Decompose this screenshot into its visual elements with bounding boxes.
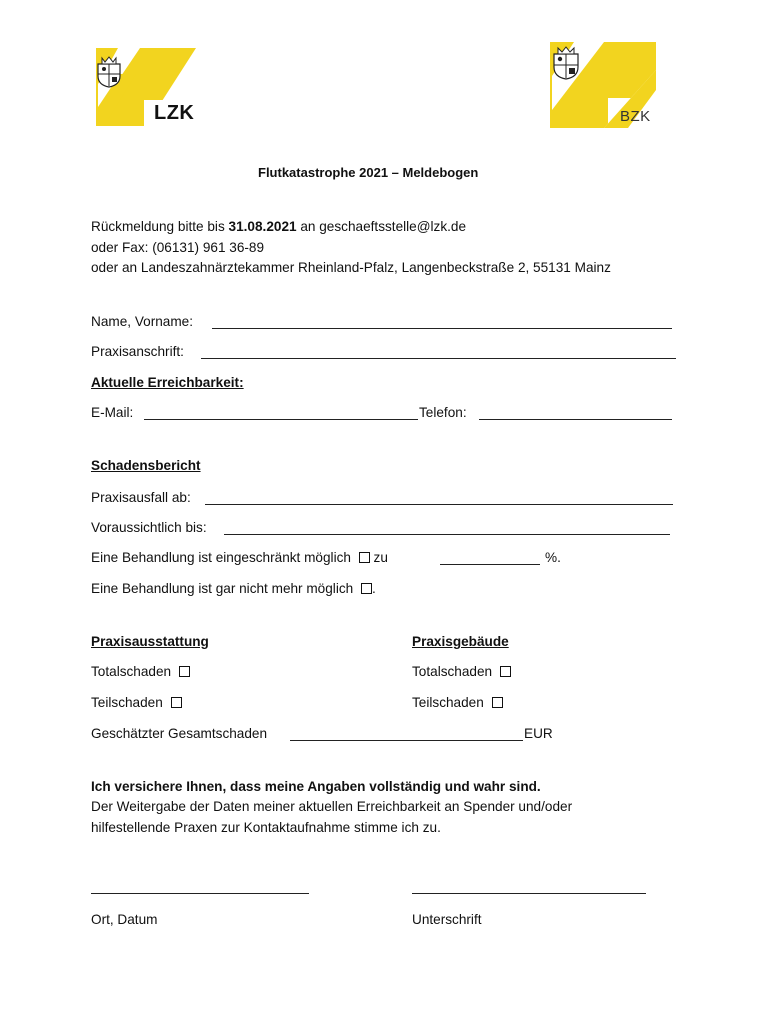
building-partial-checkbox[interactable] — [492, 697, 503, 708]
percent-field[interactable] — [440, 564, 540, 565]
equipment-total-row — [91, 662, 190, 682]
damage-heading: Schadensbericht — [91, 458, 201, 473]
signature-field[interactable] — [412, 893, 646, 894]
consent-statement: Ich versichere Ihnen, dass meine Angaben vollständig und wahr sind. — [91, 779, 541, 794]
address-label: Praxisanschrift: — [91, 344, 184, 359]
name-field[interactable] — [212, 328, 672, 329]
email-label: E-Mail: — [91, 405, 134, 420]
equipment-partial-label: Teilschaden — [91, 695, 163, 710]
equipment-total-label: Totalschaden — [91, 664, 172, 679]
building-total-row — [412, 662, 511, 682]
limited-row — [91, 548, 388, 568]
reply-address: oder an Landeszahnärztekammer Rheinland-Pfalz, Langenbeckstraße 2, 55131 Mainz — [91, 260, 611, 275]
phone-field[interactable] — [479, 419, 672, 420]
building-total-label: Totalschaden — [412, 664, 493, 679]
name-label: Name, Vorname: — [91, 314, 193, 329]
reply-email: an geschaeftsstelle@lzk.de — [296, 219, 467, 234]
building-partial-label: Teilschaden — [412, 695, 484, 710]
reply-prefix: Rückmeldung bitte bis — [91, 219, 229, 234]
limited-zu: zu — [373, 550, 388, 565]
none-label: Eine Behandlung ist gar nicht mehr möglich — [91, 581, 354, 596]
estimate-label: Geschätzter Gesamtschaden — [91, 726, 268, 741]
coat-of-arms-icon — [96, 56, 122, 88]
outage-field[interactable] — [205, 504, 673, 505]
building-heading: Praxisgebäude — [412, 634, 509, 649]
page-title: Flutkatastrophe 2021 – Meldebogen — [258, 165, 479, 180]
building-partial-row — [412, 693, 503, 713]
equipment-total-checkbox[interactable] — [179, 666, 190, 677]
equipment-heading: Praxisausstattung — [91, 634, 209, 649]
lzk-logo-text: LZK — [154, 102, 195, 124]
reply-line — [91, 217, 466, 237]
coat-of-arms-icon — [552, 46, 580, 80]
equipment-partial-row — [91, 693, 182, 713]
estimate-field[interactable] — [290, 740, 523, 741]
email-field[interactable] — [144, 419, 418, 420]
phone-label: Telefon: — [419, 405, 467, 420]
none-end: . — [372, 581, 376, 596]
lzk-logo — [90, 44, 202, 130]
consent-line-2: hilfestellende Praxen zur Kontaktaufnahme stimme ich zu. — [91, 820, 441, 835]
expected-label: Voraussichtlich bis: — [91, 520, 207, 535]
bzk-logo-text: BZK — [620, 108, 651, 125]
reply-fax: oder Fax: (06131) 961 36-89 — [91, 240, 265, 255]
none-checkbox[interactable] — [361, 583, 372, 594]
building-total-checkbox[interactable] — [500, 666, 511, 677]
consent-line-1: Der Weitergabe der Daten meiner aktuellen Erreichbarkeit an Spender und/oder — [91, 799, 573, 814]
estimate-unit: EUR — [524, 726, 553, 741]
address-field[interactable] — [201, 358, 676, 359]
percent-unit: %. — [545, 550, 561, 565]
place-date-field[interactable] — [91, 893, 309, 894]
outage-label: Praxisausfall ab: — [91, 490, 191, 505]
limited-label: Eine Behandlung ist eingeschränkt möglich — [91, 550, 351, 565]
place-date-label: Ort, Datum — [91, 912, 158, 927]
bzk-logo — [548, 40, 660, 130]
reach-heading: Aktuelle Erreichbarkeit: — [91, 375, 244, 390]
equipment-partial-checkbox[interactable] — [171, 697, 182, 708]
expected-field[interactable] — [224, 534, 670, 535]
reply-date: 31.08.2021 — [228, 219, 297, 234]
limited-checkbox[interactable] — [359, 552, 370, 563]
signature-label: Unterschrift — [412, 912, 482, 927]
none-row — [91, 579, 376, 599]
